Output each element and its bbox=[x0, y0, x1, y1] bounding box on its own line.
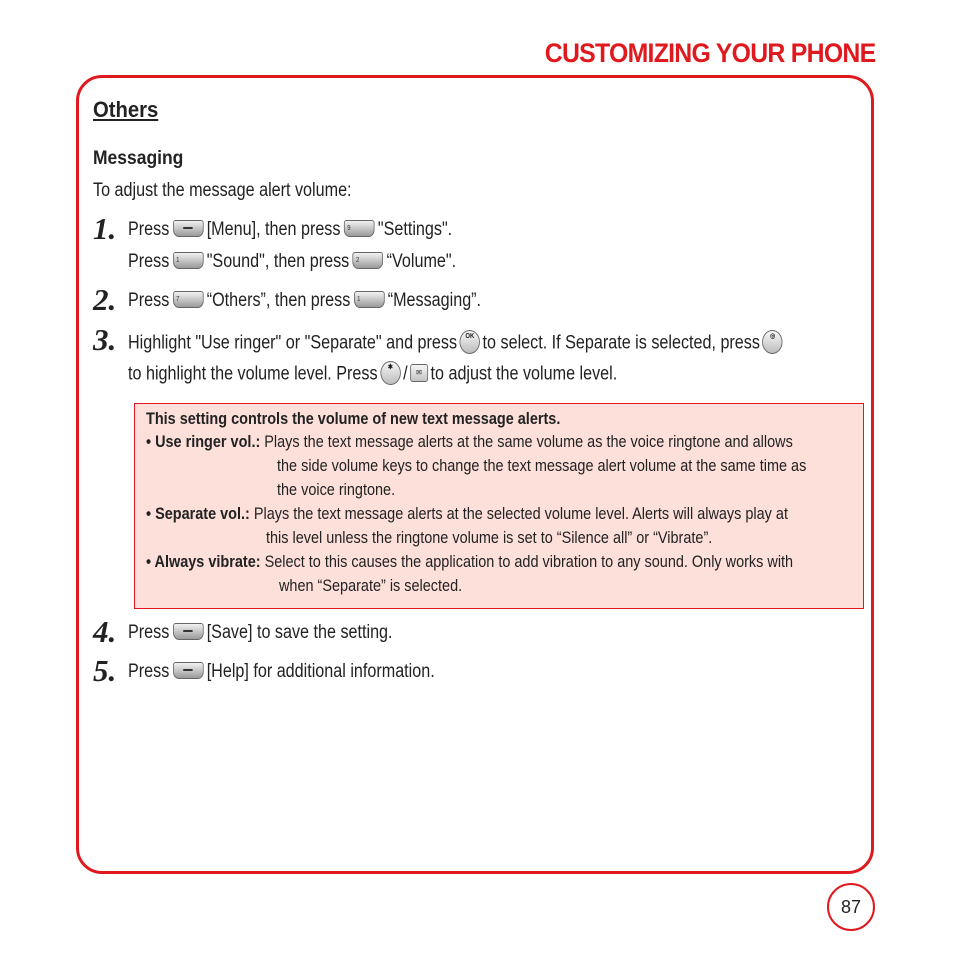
key-1-icon: 1 bbox=[354, 291, 385, 308]
key-2-icon: 2 bbox=[353, 252, 384, 269]
key-7-icon: 7 bbox=[173, 291, 204, 308]
step-1-line-2: Press 1 "Sound", then press 2 “Volume". bbox=[128, 251, 457, 272]
step-2-line: Press 7 “Others”, then press 1 “Messaging”. bbox=[128, 290, 482, 311]
step-number-4: 4. bbox=[93, 614, 117, 649]
step-number-2: 2. bbox=[93, 282, 117, 317]
navigation-key-icon: ◎ bbox=[762, 330, 782, 354]
key-9-icon: 9 bbox=[344, 220, 375, 237]
step-3-line-2: to highlight the volume level. Press ✱ / ✉ to adjust the volume level. bbox=[128, 361, 617, 388]
step-number-3: 3. bbox=[93, 322, 117, 357]
right-soft-key-icon bbox=[173, 662, 204, 679]
left-soft-key-icon bbox=[173, 623, 204, 640]
step-4-line: Press [Save] to save the setting. bbox=[128, 622, 393, 643]
step-number-5: 5. bbox=[93, 653, 117, 688]
section-title: Others bbox=[93, 97, 159, 122]
subsection-title: Messaging bbox=[93, 148, 184, 169]
note-ringer-line-3: the voice ringtone. bbox=[277, 480, 396, 499]
intro-text: To adjust the message alert volume: bbox=[93, 180, 352, 201]
message-key-icon: ✉ bbox=[410, 364, 428, 382]
step-5-line: Press [Help] for additional information. bbox=[128, 661, 435, 682]
note-separate-line-1: • Separate vol.: Plays the text message alerts at the selected volume level. Alerts will always play at bbox=[146, 504, 788, 523]
volume-key-icon: ✱ bbox=[380, 361, 400, 385]
page-number: 87 bbox=[827, 883, 875, 931]
note-title: This setting controls the volume of new text message alerts. bbox=[146, 409, 561, 428]
note-vibrate-line-2: when “Separate” is selected. bbox=[279, 576, 463, 595]
key-1-icon: 1 bbox=[173, 252, 204, 269]
chapter-title: CUSTOMIZING YOUR PHONE bbox=[544, 38, 875, 68]
note-ringer-line-1: • Use ringer vol.: Plays the text message alerts at the same volume as the voice ringtone and allows bbox=[146, 432, 793, 451]
step-1-line-1: Press [Menu], then press 9 "Settings". bbox=[128, 219, 453, 240]
left-soft-key-icon bbox=[173, 220, 204, 237]
step-number-1: 1. bbox=[93, 211, 117, 246]
note-ringer-line-2: the side volume keys to change the text message alert volume at the same time as bbox=[277, 456, 807, 475]
note-separate-line-2: this level unless the ringtone volume is set to “Silence all” or “Vibrate”. bbox=[266, 528, 713, 547]
note-vibrate-line-1: • Always vibrate: Select to this causes the application to add vibration to any sound. Only works with bbox=[146, 552, 794, 571]
step-3-line-1: Highlight "Use ringer" or "Separate" and press OK to select. If Separate is selected, press ◎ bbox=[128, 330, 785, 357]
ok-key-icon: OK bbox=[460, 330, 480, 354]
